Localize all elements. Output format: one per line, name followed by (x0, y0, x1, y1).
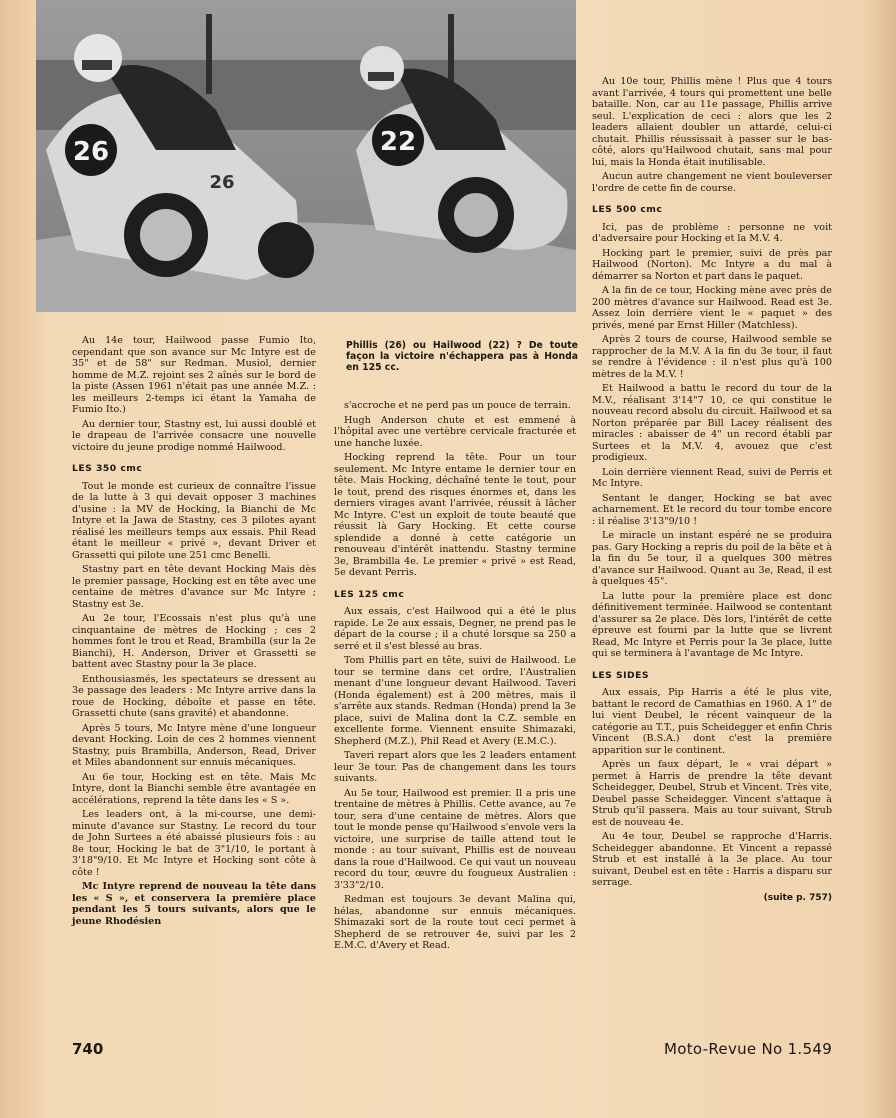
magazine-issue: Moto-Revue No 1.549 (664, 1040, 833, 1058)
paragraph: Au 2e tour, l'Ecossais n'est plus qu'à une cinquantaine de mètres de Hocking ; ces 2 hommes font le trou et Read, Brambilla (sur la 2e Bianchi), H. Anderson, Driver et Grassetti se battent avec Stastny pour la 3e place. (72, 613, 316, 670)
motorcycle-photo-illustration (36, 0, 576, 312)
paragraph: Aux essais, c'est Hailwood qui a été le plus rapide. Le 2e aux essais, Degner, ne prend pas le départ de la course ; il a chuté lorsque sa 250 a serré et il s'est blessé au bras. (334, 606, 576, 652)
paragraph: Au dernier tour, Stastny est, lui aussi doublé et le drapeau de l'arrivée consacre une nouvelle victoire du jeune prodige nommé Hailwood. (72, 418, 316, 453)
paragraph: Au 4e tour, Deubel se rapproche d'Harris. Scheidegger abandonne. Et Vincent a repassé Strub et est installé à la 3e place. Au tour suivant, Deubel est en tête : Harris a disparu sur serrage. (592, 831, 832, 888)
caption-line1: Phillis (26) ou Hailwood (22) ? (346, 340, 522, 351)
paragraph: Après 2 tours de course, Hailwood semble se rapprocher de la M.V. A la fin du 3e tour, il faut se rendre à l'évidence : il n'est plus qu'à 100 mètres de la M.V. ! (592, 334, 832, 380)
paragraph: Sentant le danger, Hocking se bat avec acharnement. Et le record du tour tombe encore : il réalise 3'13"9/10 ! (592, 492, 832, 527)
paragraph: Au 10e tour, Phillis mène ! Plus que 4 tours avant l'arrivée, 4 tours qui promettent une belle bataille. Non, car au 11e passage, Phillis arrive seul. L'explication de ceci : alors que les 2 leaders allaient doubler un attardé, celui-ci chutait. Phillis réussissait à passer sur le bas-côté, alors qu'Hailwood chutait, sans mal pour lui, mais la Honda était inutilisable. (592, 76, 832, 168)
page-number: 740 (72, 1040, 104, 1058)
paragraph: Les leaders ont, à la mi-course, une demi-minute d'avance sur Stastny. Le record du tour de John Surtees a été abaissé plusieurs fois : au 8e tour, Hocking le bat de 3"1/10, le portant à 3'18"9/10. Et Mc Intyre et Hocking sont côte à côte ! (72, 809, 316, 878)
rider-left-number: 26 (72, 137, 110, 167)
paragraph: s'accroche et ne perd pas un pouce de terrain. (344, 400, 571, 411)
column-2 (334, 400, 576, 955)
caption-rest: De toute façon la victoire n'échappera pas à Honda en 125 cc. (346, 340, 578, 373)
section-heading-350: LES 350 cmc (72, 463, 143, 474)
paragraph: Stastny part en tête devant Hocking Mais dès le premier passage, Hocking est en tête avec une centaine de mètres d'avance sur Mc Intyre ; Stastny est 3e. (72, 564, 316, 610)
photo-caption (346, 340, 578, 373)
paragraph: La lutte pour la première place est donc définitivement terminée. Hailwood se contentant d'assurer sa 2e place. Dès lors, l'intérêt de cette épreuve est fourni par la lutte que se livrent Read, Mc Intyre et Perris pour la 3e place, lutte qui se terminera à l'avantage de Mc Intyre. (592, 590, 832, 659)
page-fold-shadow (862, 0, 896, 1118)
paragraph: Tom Phillis part en tête, suivi de Hailwood. Le tour se termine dans cet ordre, l'Australien menant d'une longueur devant Hailwood. Taveri (Honda également) est à 200 mètres, mais il s'arrête aux stands. Redman (Honda) prend la 3e place, suivi de Malina dont la C.Z. semble en excellente forme. Viennent ensuite Shimazaki, Shepherd (M.Z.), Phil Read et Avery (E.M.C.). (334, 655, 576, 747)
rider-right-number: 22 (379, 127, 417, 157)
paragraph: Après 5 tours, Mc Intyre mène d'une longueur devant Hocking. Loin de ces 2 hommes viennent Stastny, puis Brambilla, Anderson, Read, Driver et Miles abandonnent sur ennuis mécaniques. (72, 722, 316, 768)
continued-note: (suite p. 757) (763, 892, 832, 903)
paragraph: Hocking reprend la tête. Pour un tour seulement. Mc Intyre entame le dernier tour en tête. Mais Hocking, déchaîné tente le tout, pour le tout, prend des risques énormes et, dans les derniers virages avant l'arrivée, réussit à lâcher Mc Intyre. C'est un exploit de toute beauté que réussit là Gary Hocking. Et cette course splendide a donné à cette catégorie un renouveau d'intérêt inattendu. Stastny termine 3e, Brambilla 4e. Le premier « privé » est Read, 5e devant Perris. (334, 452, 576, 578)
paragraph: Aucun autre changement ne vient bouleverser l'ordre de cette fin de course. (592, 171, 832, 194)
paragraph: Ici, pas de problème : personne ne voit d'adversaire pour Hocking et la M.V. 4. (592, 221, 832, 244)
column-3 (592, 76, 832, 904)
section-heading-125: LES 125 cmc (334, 588, 405, 600)
paragraph: Le miracle un instant espéré ne se produira pas. Gary Hocking a repris du poil de la bête et à la fin du 5e tour, il a quelques 300 mètres d'avance sur Hailwood. Quant au 3e, Read, il est à quelques 45". (592, 530, 832, 587)
paragraph: Hocking part le premier, suivi de près par Hailwood (Norton). Mc Intyre a du mal à démarrer sa Norton et part dans le paquet. (592, 247, 832, 282)
column-1 (72, 335, 316, 930)
paragraph: Aux essais, Pip Harris a été le plus vite, battant le record de Camathias en 1960. A 1" de lui vient Deubel, le récent vainqueur de la catégorie au T.T., puis Scheidegger et enfin Chris Vincent (B.S.A.) dont c'est la première apparition sur le continent. (592, 687, 832, 756)
section-heading-sides: LES SIDES (592, 669, 650, 681)
paragraph: Tout le monde est curieux de connaître l'issue de la lutte à 3 qui devait opposer 3 machines d'usine : la MV de Hocking, la Bianchi de Mc Intyre et la Jawa de Stastny, ces 3 pilotes ayant réalisé les meilleurs temps aux essais. Phil Read étant le meilleur « privé », devant Driver et Grassetti qui pilote une 251 cmc Benelli. (72, 480, 316, 561)
paragraph: Hugh Anderson chute et est emmené à l'hôpital avec une vertèbre cervicale fracturée et une hanche luxée. (334, 414, 576, 449)
paragraph: Après un faux départ, le « vrai départ » permet à Harris de prendre la tête devant Scheidegger, Deubel, Strub et Vincent. Très vite, Deubel passe Scheidegger. Vincent s'attaque à Strub qu'il passera. Mais au tour suivant, Strub est de nouveau 4e. (592, 759, 832, 828)
paragraph: A la fin de ce tour, Hocking mène avec près de 200 mètres d'avance sur Hailwood. Read est 3e. Assez loin derrière vient le « paquet » des privés, mené par Ernst Hiller (Matchless). (592, 285, 832, 331)
paragraph: Loin derrière viennent Read, suivi de Perris et Mc Intyre. (592, 466, 832, 489)
rider-left-side-number: 26 (209, 172, 235, 193)
paragraph: Au 14e tour, Hailwood passe Fumio Ito, cependant que son avance sur Mc Intyre est de 35" et de 58" sur Redman. Musiol, dernier homme de M.Z. rejoint ses 2 aînés sur le bord de la piste (Assen 1961 n'était pas une année M.Z. : les meilleurs 2-temps ici étant la Yamaha de Fumio Ito.) (72, 335, 316, 415)
paragraph: Au 5e tour, Hailwood est premier. Il a pris une trentaine de mètres à Phillis. Cette avance, au 7e tour, sera d'une centaine de mètres. Alors que tout le monde pense qu'Hailwood s'envole vers la victoire, une surprise de taille attend tout le monde : au tour suivant, Phillis est de nouveau dans la roue d'Hailwood. Ce qui vaut un nouveau record du tour, œuvre du fougueux Australien : 3'33"2/10. (334, 787, 576, 891)
paragraph: Enthousiasmés, les spectateurs se dressent au 3e passage des leaders : Mc Intyre arrive dans la roue de Hocking, déboîte et passe en tête. Grassetti chute (sans gravité) et abandonne. (72, 673, 316, 719)
paragraph: Et Hailwood a battu le record du tour de la M.V., réalisant 3'14"7 10, ce qui constitue le nouveau record absolu du circuit. Hailwood et sa Norton préparée par Bill Lacey réalisent des miracles : abaisser de 4" un record établi par Surtees et la M.V. 4, avouez que c'est prodigieux. (592, 383, 832, 463)
paragraph: Taveri repart alors que les 2 leaders entament leur 3e tour. Pas de changement dans les tours suivants. (334, 750, 576, 784)
paragraph-bold: Mc Intyre reprend de nouveau la tête dans les « S », et conservera la première place pendant les 5 tours suivants, alors que le jeune Rhodésien (72, 881, 316, 927)
race-photo (36, 0, 576, 312)
paragraph: Redman est toujours 3e devant Malina qui, hélas, abandonne sur ennuis mécaniques. Shimazaki sort de la route tout ceci permet à Shepherd de se retrouver 4e, suivi par les 2 E.M.C. d'Avery et Read. (334, 894, 576, 951)
paragraph: Au 6e tour, Hocking est en tête. Mais Mc Intyre, dont la Bianchi semble être avantagée en accélérations, reprend la tête dans les « S ». (72, 771, 316, 806)
section-heading-500: LES 500 cmc (592, 204, 663, 215)
